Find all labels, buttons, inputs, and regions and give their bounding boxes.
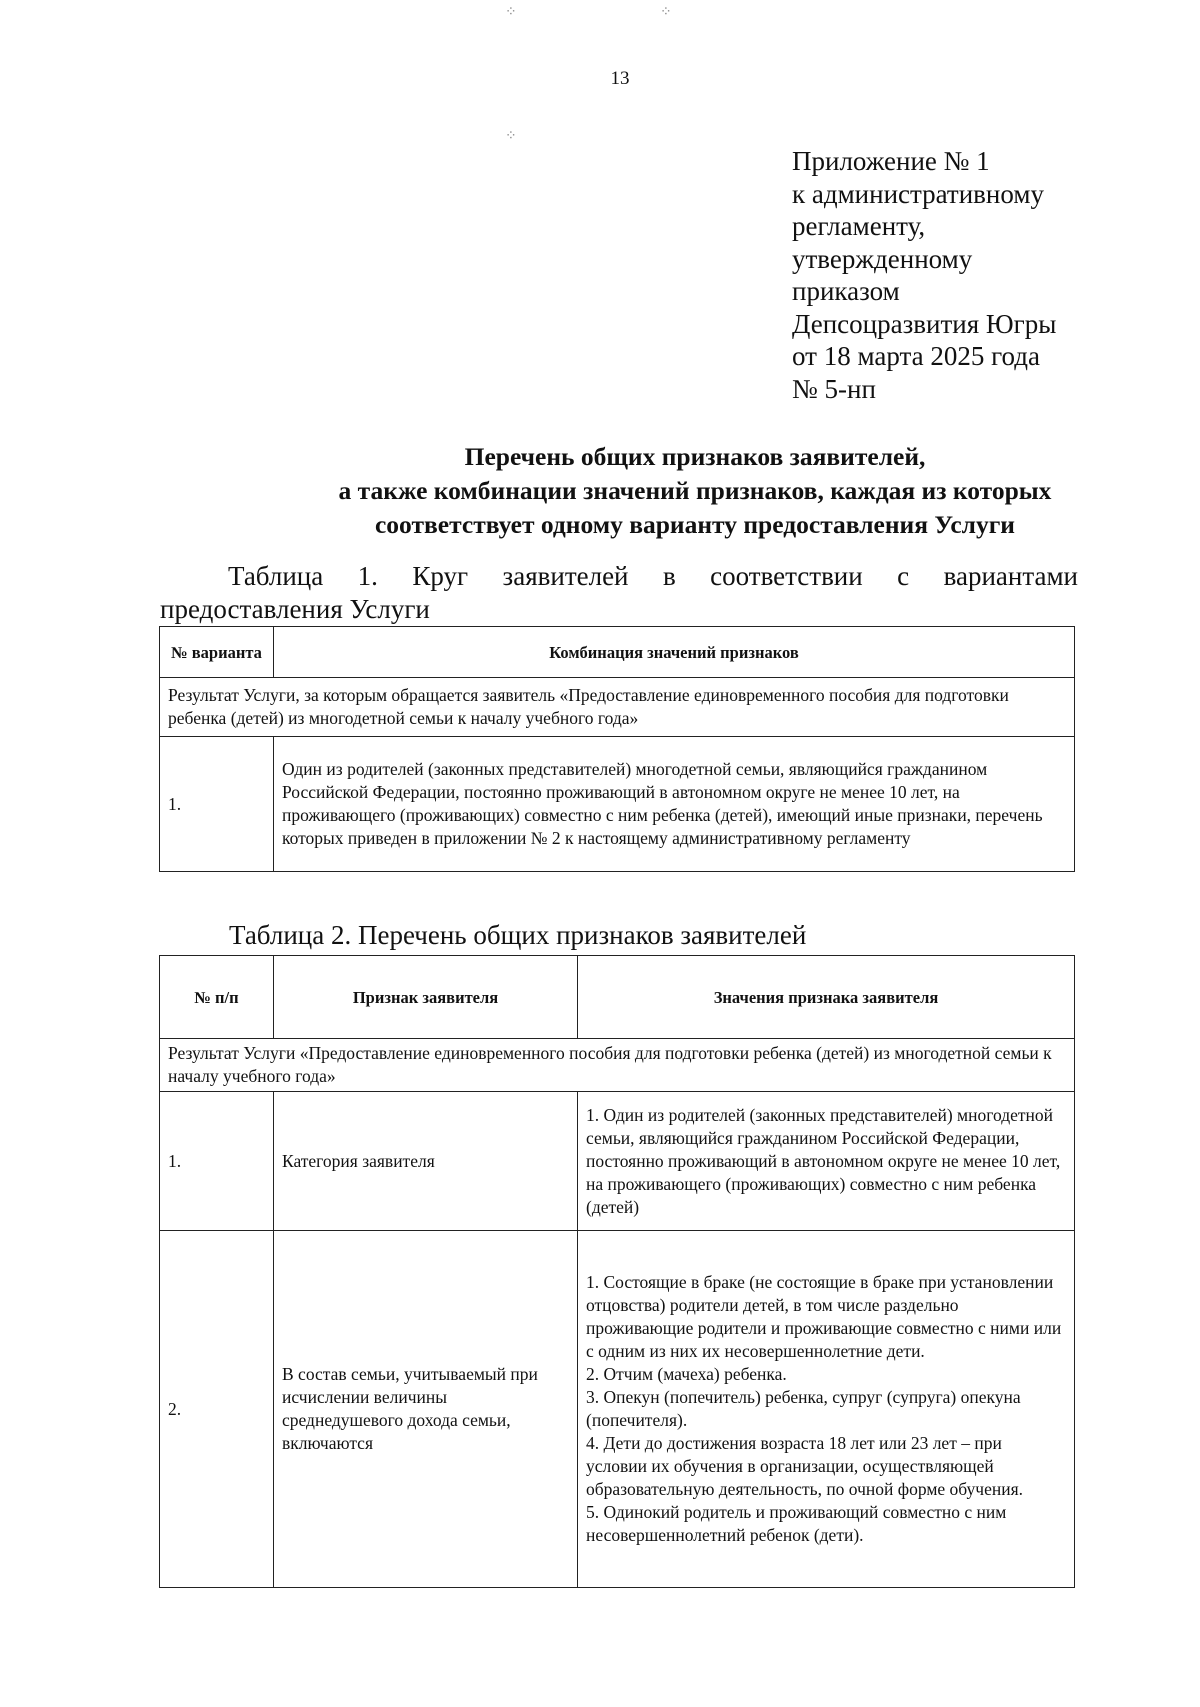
appendix-line: к административному [792, 178, 1044, 209]
row-number-cell: 1. [160, 1092, 274, 1231]
header-combination: Комбинация значений признаков [274, 627, 1075, 678]
appendix-line: приказом [792, 276, 900, 306]
table1-caption-line2: предоставления Услуги [160, 594, 430, 624]
scan-speck: ⁘ [505, 5, 517, 20]
header-values: Значения признака заявителя [578, 956, 1075, 1039]
values-cell [578, 1231, 1075, 1588]
appendix-line: Депсоцразвития Югры [792, 308, 1057, 339]
title-line: Перечень общих признаков заявителей, [464, 442, 926, 471]
value-item: 2. Отчим (мачеха) ребенка. [586, 1364, 787, 1384]
appendix-line: № 5-нп [792, 373, 876, 404]
header-row-number: № п/п [160, 956, 274, 1039]
value-item: 1. Один из родителей (законных представителей) многодетной семьи, являющийся гражданином Российской Федерации, постоянно проживающий в автономном округе не менее 10 лет, на проживающего (проживающих) совместно с ним ребенка (детей) [586, 1104, 1061, 1217]
table-header-row [160, 956, 1075, 1039]
table-applicant-features [159, 955, 1075, 1588]
appendix-line: регламенту, [792, 211, 926, 241]
table2-caption: Таблица 2. Перечень общих признаков заявителей [229, 920, 807, 950]
title-line: соответствует одному варианту предоставления Услуги [374, 510, 1015, 539]
title-line: а также комбинации значений признаков, каждая из которых [338, 476, 1052, 505]
appendix-line: утвержденному [792, 243, 973, 274]
value-item: 4. Дети до достижения возраста 18 лет или 23 лет – при условии их обучения в организации, осуществляющей образовательную деятельность, по очной форме обучения. [586, 1433, 1024, 1499]
table-result-row [160, 1039, 1075, 1092]
scan-speck: ⁘ [505, 129, 517, 144]
table-row [160, 1092, 1075, 1231]
table-row [160, 737, 1075, 872]
table-result-row [160, 678, 1075, 737]
feature-cell: Категория заявителя [274, 1092, 578, 1231]
appendix-line: от 18 марта 2025 года [792, 341, 1040, 371]
header-feature: Признак заявителя [274, 956, 578, 1039]
scan-speck: ⁘ [660, 5, 672, 20]
table1-caption-line1: Таблица 1. Круг заявителей в соответствии с вариантами [228, 561, 1078, 591]
document-title [120, 440, 1200, 542]
appendix-line: Приложение № 1 [792, 146, 990, 176]
header-variant-number: № варианта [160, 627, 274, 678]
value-item: 5. Одинокий родитель и проживающий совместно с ним несовершеннолетний ребенок (дети). [586, 1502, 1007, 1545]
variant-number-cell: 1. [160, 737, 274, 872]
result-cell: Результат Услуги «Предоставление единовременного пособия для подготовки ребенка (детей) из многодетной семьи к началу учебного года» [160, 1039, 1075, 1092]
table-row [160, 1231, 1075, 1588]
table-applicant-variants [159, 626, 1075, 872]
page-number: 13 [610, 68, 630, 89]
appendix-block [792, 145, 1122, 405]
table-header-row [160, 627, 1075, 678]
combination-cell: Один из родителей (законных представителей) многодетной семьи, являющийся гражданином Российской Федерации, постоянно проживающий в автономном округе не менее 10 лет, на проживающего (проживающих) совместно с ним ребенка (детей), имеющий иные признаки, перечень которых приведен в приложении № 2 к настоящему административному регламенту [274, 737, 1075, 872]
values-cell [578, 1092, 1075, 1231]
value-item: 1. Состоящие в браке (не состоящие в браке при установлении отцовства) родители детей, в том числе раздельно проживающие родители и проживающие совместно с ними или с одним из них их несовершеннолетние дети. [586, 1272, 1062, 1361]
row-number-cell: 2. [160, 1231, 274, 1588]
table1-caption [160, 560, 1078, 626]
feature-cell: В состав семьи, учитываемый при исчислении величины среднедушевого дохода семьи, включаются [274, 1231, 578, 1588]
result-cell: Результат Услуги, за которым обращается заявитель «Предоставление единовременного пособия для подготовки ребенка (детей) из многодетной семьи к началу учебного года» [160, 678, 1075, 737]
value-item: 3. Опекун (попечитель) ребенка, супруг (супруга) опекуна (попечителя). [586, 1387, 1021, 1430]
